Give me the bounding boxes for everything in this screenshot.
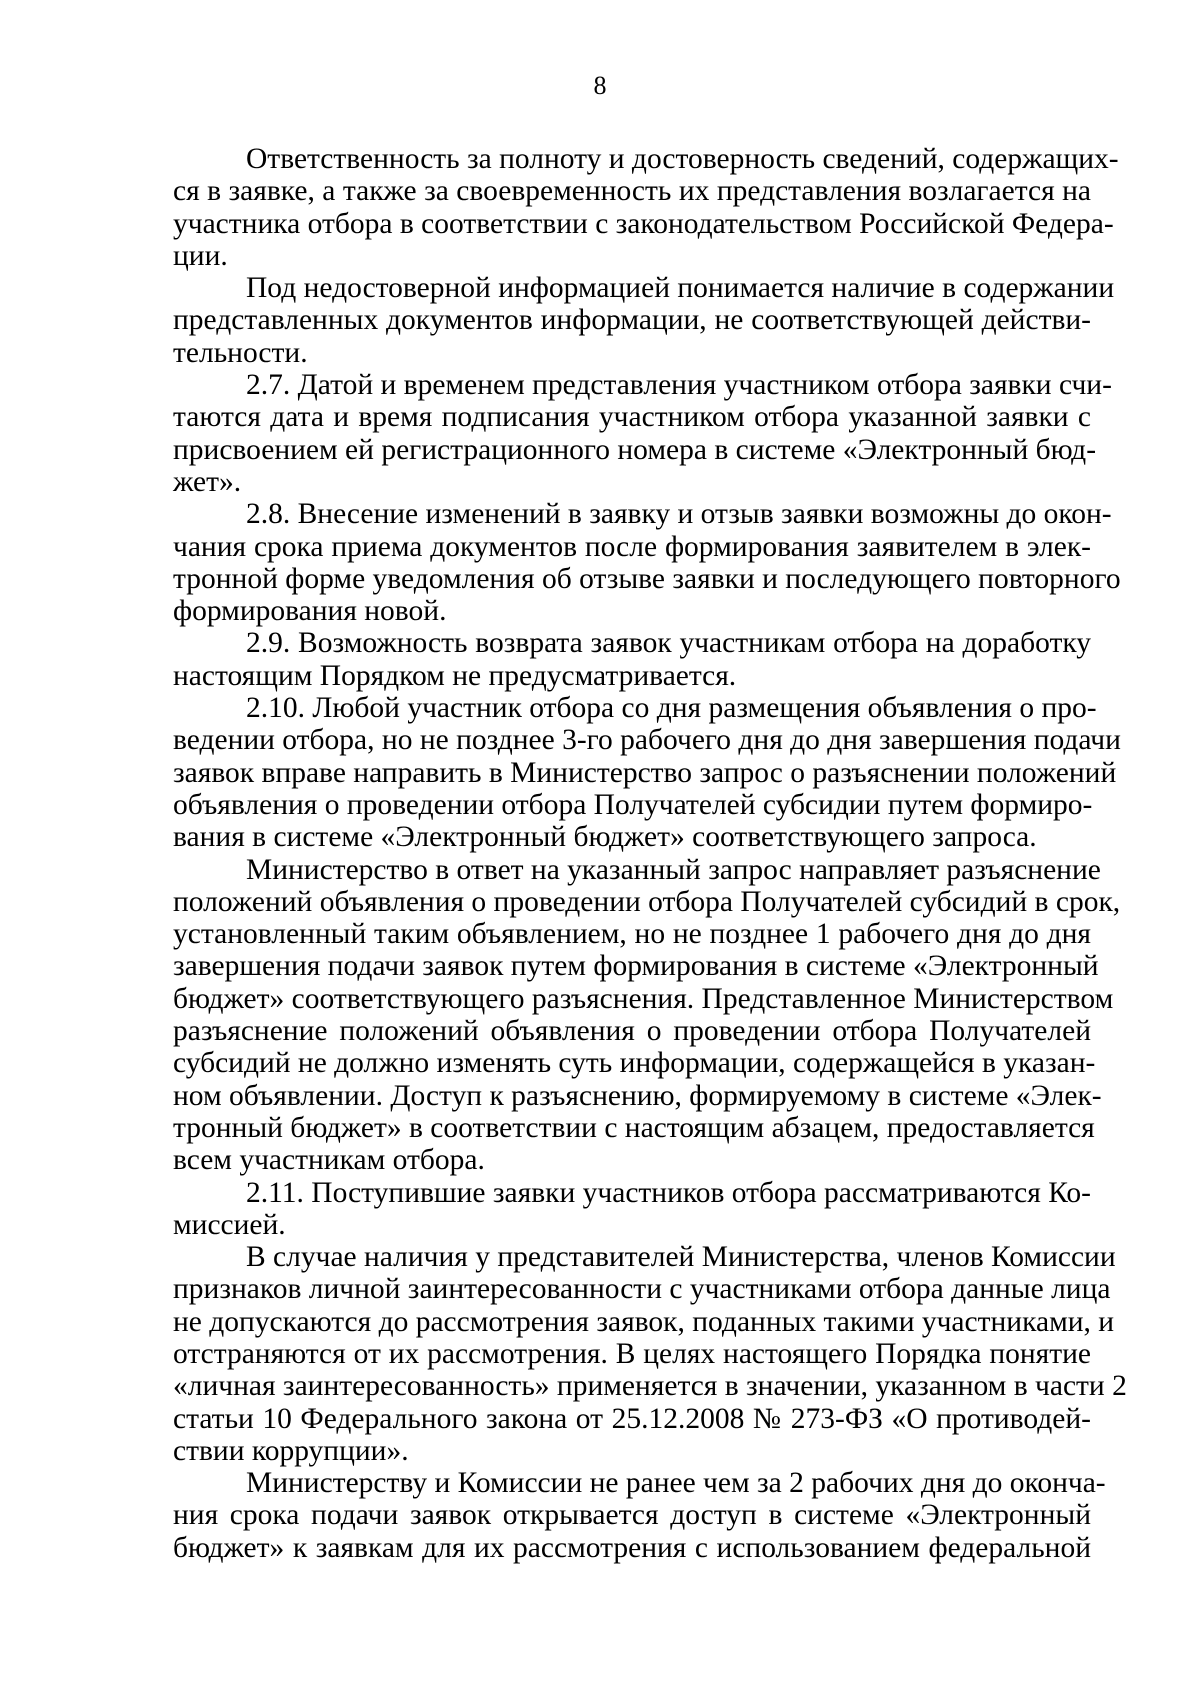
text-line: положений объявления о проведении отбора Получателей субсидий в срок,: [173, 885, 1121, 918]
paragraph: [173, 692, 1121, 854]
text-line: 2.9. Возможность возврата заявок участникам отбора на доработку: [246, 627, 1091, 660]
paragraph: [173, 272, 1115, 369]
paragraph: [173, 1177, 1091, 1242]
text-line: 2.10. Любой участник отбора со дня размещения объявления о про-: [246, 692, 1097, 725]
text-line: заявок вправе направить в Министерство запрос о разъяснении положений: [173, 756, 1117, 789]
text-line: ствии коррупции».: [173, 1434, 409, 1467]
text-line: объявления о проведении отбора Получателей субсидии путем формиро-: [173, 788, 1093, 821]
text-line: В случае наличия у представителей Министерства, членов Комиссии: [246, 1241, 1116, 1274]
text-line: признаков личной заинтересованности с участниками отбора данные лица: [173, 1273, 1111, 1306]
text-line: таются дата и время подписания участником отбора указанной заявки с: [173, 401, 1091, 434]
text-line: ном объявлении. Доступ к разъяснению, формируемому в системе «Элек-: [173, 1079, 1102, 1112]
text-line: тельности.: [173, 336, 308, 369]
text-line: ния срока подачи заявок открывается доступ в системе «Электронный: [173, 1499, 1091, 1532]
paragraph: [173, 143, 1119, 272]
text-line: присвоением ей регистрационного номера в системе «Электронный бюд-: [173, 433, 1097, 466]
text-line: миссией.: [173, 1208, 286, 1241]
text-line: субсидий не должно изменять суть информации, содержащейся в указан-: [173, 1047, 1096, 1080]
text-line: установленный таким объявлением, но не позднее 1 рабочего дня до дня: [173, 918, 1091, 951]
text-line: тронный бюджет» в соответствии с настоящим абзацем, предоставляется: [173, 1111, 1095, 1144]
paragraph: [173, 1241, 1127, 1467]
text-line: чания срока приема документов после формирования заявителем в элек-: [173, 530, 1091, 563]
text-line: жет».: [173, 465, 242, 498]
text-line: Под недостоверной информацией понимается наличие в содержании: [246, 272, 1115, 305]
text-line: «личная заинтересованность» применяется в значении, указанном в части 2: [173, 1370, 1127, 1403]
text-line: статьи 10 Федерального закона от 25.12.2008 № 273-ФЗ «О противодей-: [173, 1402, 1091, 1435]
text-line: 2.7. Датой и временем представления участником отбора заявки счи-: [246, 369, 1112, 402]
text-line: ся в заявке, а также за своевременность их представления возлагается на: [173, 175, 1091, 208]
text-line: отстраняются от их рассмотрения. В целях настоящего Порядка понятие: [173, 1337, 1091, 1370]
page-number: 8: [593, 71, 607, 100]
text-line: разъяснение положений объявления о проведении отбора Получателей: [173, 1015, 1091, 1048]
paragraph: [173, 627, 1091, 692]
text-line: не допускаются до рассмотрения заявок, поданных такими участниками, и: [173, 1305, 1115, 1338]
text-line: ции.: [173, 239, 228, 272]
text-line: представленных документов информации, не соответствующей действи-: [173, 304, 1091, 337]
paragraph: [173, 1467, 1106, 1564]
paragraph: [173, 498, 1121, 628]
text-line: бюджет» соответствующего разъяснения. Представленное Министерством: [173, 982, 1114, 1015]
text-line: Ответственность за полноту и достоверность сведений, содержащих-: [246, 143, 1119, 175]
text-line: всем участникам отбора.: [173, 1144, 485, 1177]
text-line: участника отбора в соответствии с законодательством Российской Федера-: [173, 207, 1114, 240]
text-line: 2.8. Внесение изменений в заявку и отзыв заявки возможны до окон-: [246, 498, 1112, 531]
text-line: Министерству и Комиссии не ранее чем за 2 рабочих дня до оконча-: [246, 1467, 1106, 1500]
text-line: бюджет» к заявкам для их рассмотрения с использованием федеральной: [173, 1531, 1091, 1564]
text-line: формирования новой.: [173, 595, 447, 628]
text-line: настоящим Порядком не предусматривается.: [173, 659, 737, 692]
text-line: Министерство в ответ на указанный запрос направляет разъяснение: [246, 853, 1101, 886]
paragraph: [173, 853, 1121, 1177]
text-line: тронной форме уведомления об отзыве заявки и последующего повторного: [173, 562, 1121, 595]
text-line: завершения подачи заявок путем формирования в системе «Электронный: [173, 950, 1099, 983]
text-line: вания в системе «Электронный бюджет» соответствующего запроса.: [173, 821, 1037, 854]
document-body: [173, 143, 1127, 1564]
paragraph: [173, 369, 1112, 498]
text-line: 2.11. Поступившие заявки участников отбора рассматриваются Ко-: [246, 1176, 1091, 1209]
text-line: ведении отбора, но не позднее 3-го рабочего дня до дня завершения подачи: [173, 724, 1121, 757]
